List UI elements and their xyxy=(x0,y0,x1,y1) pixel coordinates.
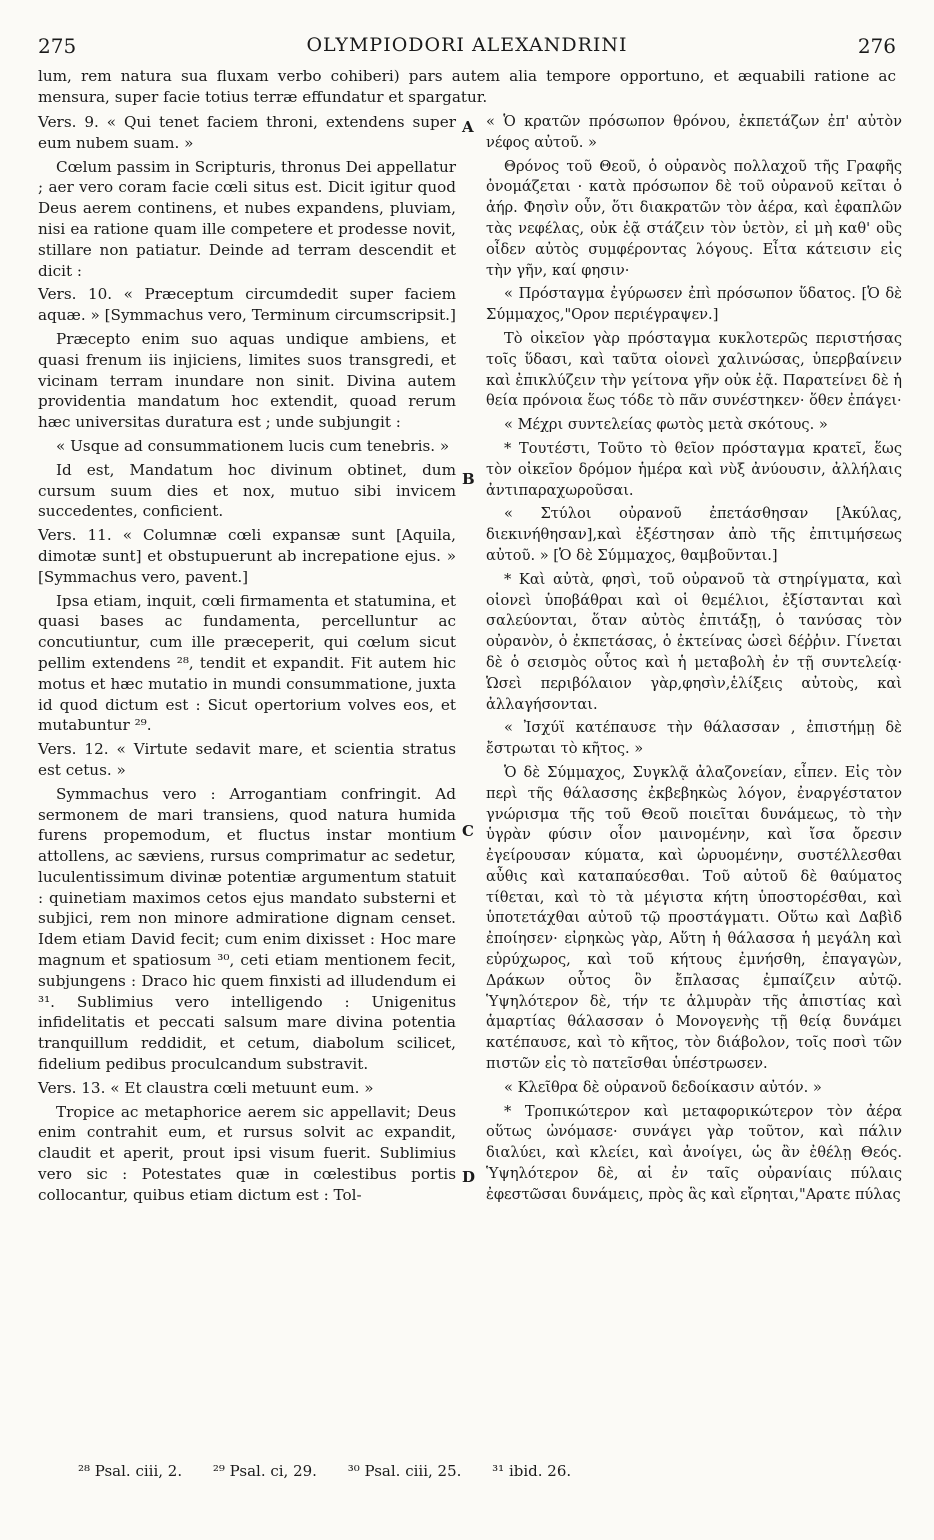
greek-column xyxy=(486,112,902,1209)
margin-marker-a: A xyxy=(462,118,474,136)
footnote-31: ³¹ ibid. 26. xyxy=(492,1462,572,1480)
latin-quote-lucis: « Usque ad consummationem lucis cum tenebris. » xyxy=(56,436,450,455)
greek-verse-9: « Ὁ κρατῶν πρόσωπον θρόνου, ἐκπετάζων ἐπ' αὐτὸν νέφος αὐτοῦ. » xyxy=(486,113,902,151)
greek-quote-lucis: « Μέχρι συντελείας φωτὸς μετὰ σκότους. » xyxy=(504,416,828,434)
page-number-left: 275 xyxy=(38,34,77,58)
latin-commentary-13: Tropice ac metaphorice aerem sic appellavit; Deus enim contrahit eum, et rursus solvit ac expandit, claudit et aperit, prout ipsi visum fuerit. Sublimius vero sic : Potestates quæ in cœlestibus portis collocantur, quibus etiam dictum est : Tol- xyxy=(38,1102,456,1204)
latin-verse-9: Vers. 9. « Qui tenet faciem throni, extendens super eum nubem suam. » xyxy=(38,113,456,152)
intro-paragraph: lum, rem natura sua fluxam verbo cohiberi) pars autem alia tempore opportuno, et æquabili ratione ac mensura, super facie totius terræ effundatur et spargatur. xyxy=(38,67,896,106)
greek-commentary-lucis: * Τουτέστι, Τοῦτο τὸ θεῖον πρόσταγμα κρατεῖ, ἕως τὸν οἰκεῖον δρόμον ἡμέρα καὶ νὺξ ἀνύουσιν, ἀλλήλαις ἀντιπαραχωροῦσαι. xyxy=(486,439,902,499)
latin-commentary-11: Ipsa etiam, inquit, cœli firmamenta et statumina, et quasi bases ac fundamenta, percelluntur ac concutiuntur, cum ille præceperit, qui cœlum sicut pellim extendens ²⁸, tendit et expandit. Fit autem hic motus et hæc mutatio in mundi consummatione, juxta id quod dictum est : Sicut opertorium volves eos, et mutabuntur ²⁹. xyxy=(38,591,456,735)
greek-commentary-11: * Καὶ αὐτὰ, φησὶ, τοῦ οὐρανοῦ τὰ στηρίγματα, καὶ οἱονεὶ ὑποβάθραι καὶ οἱ θεμέλιοι, ἐξίστανται καὶ σαλεύονται, ὅταν αὐτὸς ἐπιτάξῃ, ὁ τανύσας τὸν οὐρανὸν, ὁ ἐκπετάσας, ὁ ἐκτείνας ὡσεὶ δέῤῥιν. Γίνεται δὲ ὁ σεισμὸς οὗτος καὶ ἡ μεταβολὴ ἐν τῇ συντελείᾳ· Ὡσεὶ περιβόλαιον γὰρ,φησὶν,ἑλίξεις αὐτοὺς, καὶ ἀλλαγήσονται. xyxy=(486,570,902,713)
greek-verse-10: « Πρόσταγμα ἐγύρωσεν ἐπὶ πρόσωπον ὕδατος. [Ὁ δὲ Σύμμαχος,"Ορον περιέγραψεν.] xyxy=(486,285,902,324)
margin-marker-d: D xyxy=(462,1168,476,1186)
footnote-30: ³⁰ Psal. ciii, 25. xyxy=(347,1462,462,1480)
greek-commentary-12: Ὁ δὲ Σύμμαχος, Συγκλᾷ ἀλαζονείαν, εἶπεν. Εἰς τὸν περὶ τῆς θάλασσης ἐκβεβηκὼς λόγον, ἐναργέστατον γνώρισμα τῆς τοῦ Θεοῦ ποιεῖται δυνάμεως, τὸ τὴν ὑγρὰν φύσιν οἷον μαινομένην, καὶ ἴσα ὄρεσιν ἐγείρουσαν κύματα, καὶ ὠρυομένην, συστέλλεσθαι αὖθις καὶ καταπαύεσθαι. Τοῦ αὐτοῦ δὲ θαύματος τίθεται, καὶ τὸ τὰ μέγιστα κήτη ὑποστορέσθαι, καὶ ὑποτετάχθαι αὐτοῦ τῷ προστάγματι. Οὕτω καὶ Δαβὶδ ἐποίησεν· εἰρηκὼς γὰρ, Αὕτη ἡ θάλασσα ἡ μεγάλη καὶ εὐρύχωρος, καὶ τοῦ κήτους ἐμνήσθη, ἐπαγαγὼν, Δράκων οὗτος ὃν ἔπλασας ἐμπαίζειν αὐτῷ. Ὑψηλότερον δὲ, τήν τε ἁλμυρὰν τῆς ἀπιστίας καὶ ἁμαρτίας θάλασσαν ὁ Μονογενὴς τῇ θείᾳ δυνάμει κατέπαυσε, καὶ τὸ κῆτος, τὸν διάβολον, τοῖς ποσὶ τῶν πιστῶν εἰς τὸ πατεῖσθαι ὑπέστρωσεν. xyxy=(486,763,902,1073)
latin-commentary-10: Præcepto enim suo aquas undique ambiens, et quasi frenum iis injiciens, limites suos transgredi, et vicinam terram inundare non sinit. Divina autem providentia mandatum hoc extendit, quoad rerum hæc universitas duratura est ; unde subjungit : xyxy=(38,329,456,432)
greek-commentary-9: Θρόνος τοῦ Θεοῦ, ὁ οὐρανὸς πολλαχοῦ τῆς Γραφῆς ὀνομάζεται · κατὰ πρόσωπον δὲ τοῦ οὐρανοῦ κεῖται ὁ ἀήρ. Φησὶν οὖν, ὅτι διακρατῶν τὸν ἀέρα, καὶ ἐφαπλῶν τὰς νεφέλας, οὐκ ἐᾷ στάζειν τὸν ὑετὸν, εἰ μὴ καθ' οὓς οἶδεν αὐτὸς συμφέροντας λόγους. Εἶτα κάτεισιν εἰς τὴν γῆν, καί φησιν· xyxy=(486,157,902,279)
page-number-right: 276 xyxy=(857,34,896,58)
footnote-28: ²⁸ Psal. ciii, 2. xyxy=(78,1462,183,1480)
latin-verse-13: Vers. 13. « Et claustra cœli metuunt eum. » xyxy=(38,1078,374,1097)
footnote-29: ²⁹ Psal. ci, 29. xyxy=(212,1462,317,1480)
greek-verse-13: « Κλεῖθρα δὲ οὐρανοῦ δεδοίκασιν αὐτόν. » xyxy=(504,1078,822,1096)
footnotes xyxy=(78,1462,896,1480)
latin-commentary-lucis: Id est, Mandatum hoc divinum obtinet, dum cursum suum dies et nox, mutuo sibi invicem succedentes, conficient. xyxy=(38,460,456,521)
margin-marker-b: B xyxy=(462,470,475,488)
latin-commentary-9: Cœlum passim in Scripturis, thronus Dei appellatur ; aer vero coram facie cœli situs est. Dicit igitur quod Deus aerem continens, et nubes expandens, pluviam, nisi ea ratione quam ille competere et prodesse novit, stillare non patiatur. Deinde ad terram descendit et dicit : xyxy=(38,157,456,280)
latin-column xyxy=(38,112,456,1209)
page-header xyxy=(38,34,896,64)
latin-commentary-12: Symmachus vero : Arrogantiam confringit. Ad sermonem de mari transiens, quod natura humida furens propemodum, et fluctus instar montium attollens, ac sæviens, rursus comprimatur ac sedetur, luculentissimum divinæ potentiæ argumentum statuit : quinetiam maximos cetos ejus mandato substerni et subjici, rem non minore admiratione dignam censet. Idem etiam David fecit; cum enim dixisset : Hoc mare magnum et spatiosum ³⁰, ceti etiam mentionem fecit, subjungens : Draco hic quem finxisti ad illudendum ei ³¹. Sublimius vero intelligendo : Unigenitus infidelitatis et peccati salsum mare divina potentia tranquillum reddidit, et cetum, diabolum scilicet, fidelium pedibus proculcandum substravit. xyxy=(38,784,456,1074)
latin-verse-12: Vers. 12. « Virtute sedavit mare, et scientia stratus est cetus. » xyxy=(38,740,456,779)
latin-verse-10: Vers. 10. « Præceptum circumdedit super faciem aquæ. » [Symmachus vero, Terminum circumscripsit.] xyxy=(38,285,456,325)
greek-verse-12: « Ἰσχύϊ κατέπαυσε τὴν θάλασσαν , ἐπιστήμῃ δὲ ἔστρωται τὸ κῆτος. » xyxy=(486,719,902,758)
running-title: OLYMPIODORI ALEXANDRINI xyxy=(306,34,628,56)
margin-marker-c: C xyxy=(462,822,474,840)
greek-commentary-10: Τὸ οἰκεῖον γὰρ πρόσταγμα κυκλοτερῶς περιστήσας τοῖς ὕδασι, καὶ ταῦτα οἱονεὶ χαλινώσας, ὑπερβαίνειν καὶ ἐπικλύζειν τὴν γείτονα γῆν οὐκ ἐᾷ. Παρατείνει δὲ ἡ θεία πρόνοια ἕως τόδε τὸ πᾶν συνέστηκεν· ὅθεν ἐπάγει· xyxy=(486,329,902,410)
greek-verse-11: « Στύλοι οὐρανοῦ ἐπετάσθησαν [Ἀκύλας, διεκινήθησαν],καὶ ἐξέστησαν ἀπὸ τῆς ἐπιτιμήσεως αὐτοῦ. » [Ὁ δὲ Σύμμαχος, θαμβοῦνται.] xyxy=(486,505,902,564)
latin-verse-11: Vers. 11. « Columnæ cœli expansæ sunt [Aquila, dimotæ sunt] et obstupuerunt ab increpatione ejus. » [Symmachus vero, pavent.] xyxy=(38,526,456,586)
greek-commentary-13: * Τροπικώτερον καὶ μεταφορικώτερον τὸν ἀέρα οὕτως ὠνόμασε· συνάγει γὰρ τοῦτον, καὶ πάλιν διαλύει, καὶ κλείει, καὶ ἀνοίγει, ὡς ἂν ἐθέλῃ Θεός. Ὑψηλότερον δὲ, αἱ ἐν ταῖς οὐρανίαις πύλαις ἐφεστῶσαι δυνάμεις, πρὸς ἃς καὶ εἴρηται,"Αρατε πύλας xyxy=(486,1102,902,1203)
